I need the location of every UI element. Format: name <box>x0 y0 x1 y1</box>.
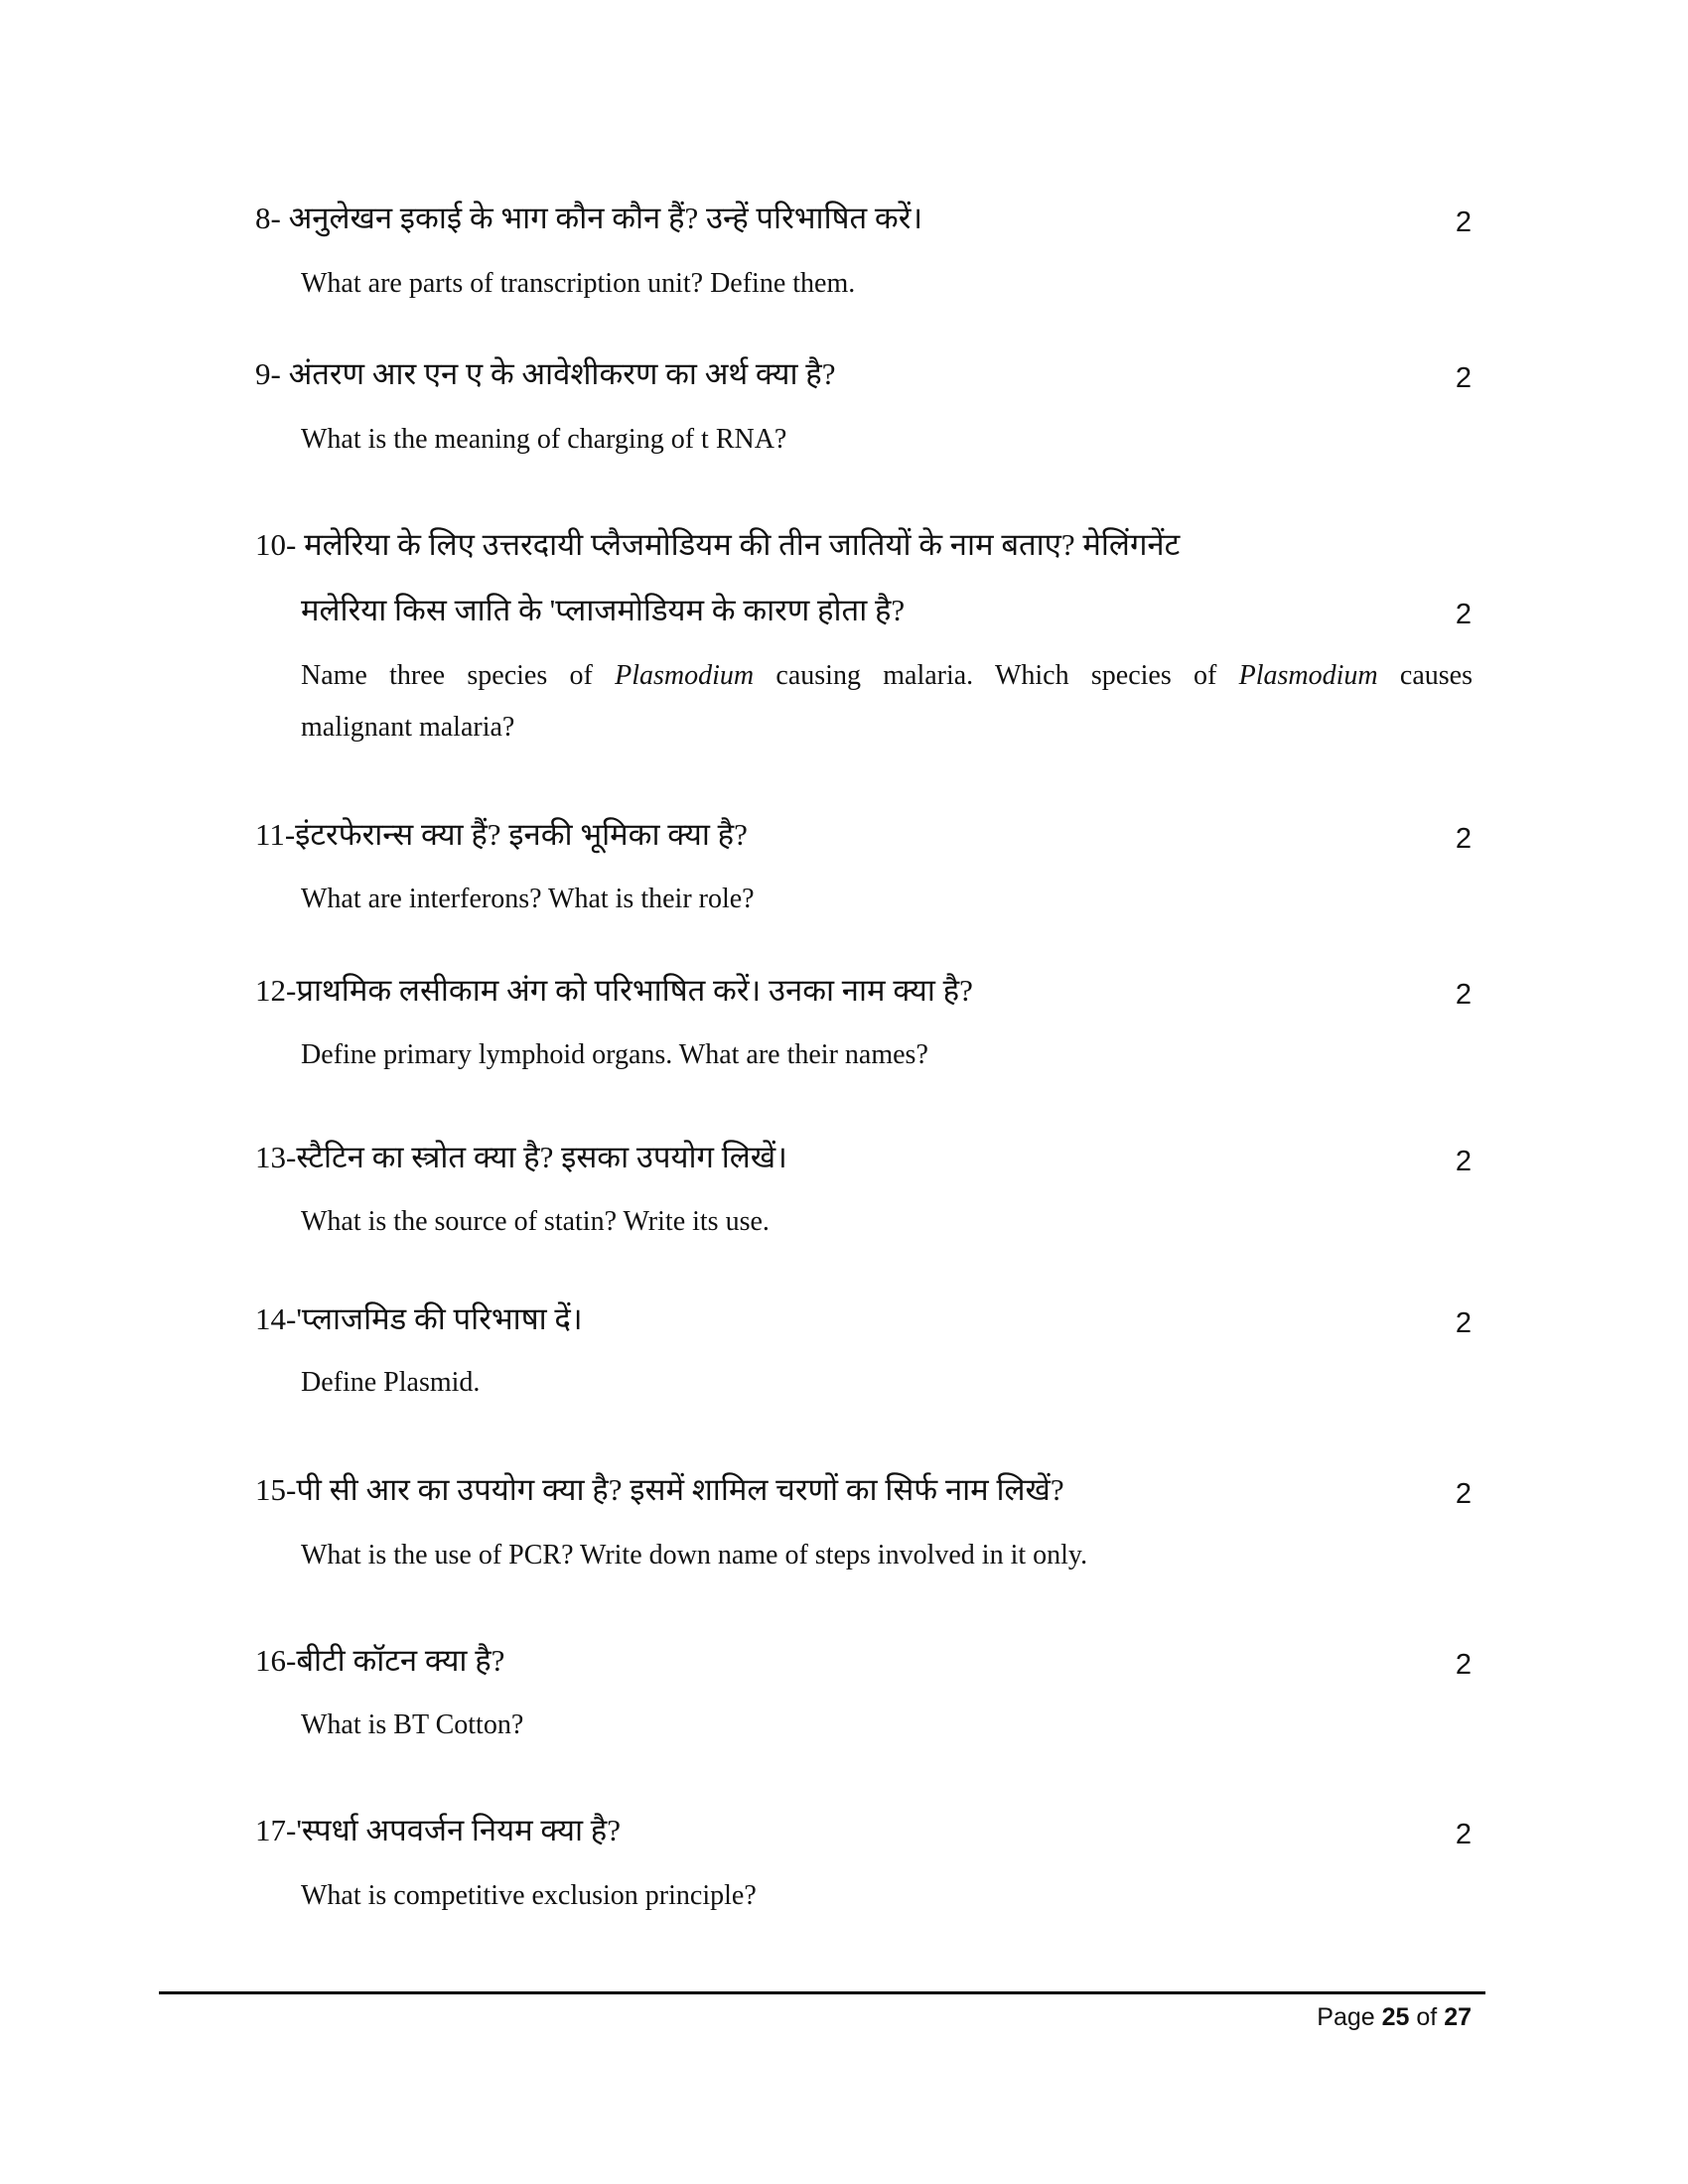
question-marks: 2 <box>1455 599 1472 630</box>
question-marks: 2 <box>1455 362 1472 394</box>
text: causing malaria. Which species of <box>754 660 1239 691</box>
question-marks: 2 <box>1455 823 1472 855</box>
question-marks: 2 <box>1455 1649 1472 1681</box>
question-marks: 2 <box>1455 1819 1472 1850</box>
question-marks: 2 <box>1455 1478 1472 1510</box>
question-english: Define primary lymphoid organs. What are their names? <box>301 1039 928 1070</box>
question-marks: 2 <box>1455 206 1472 238</box>
question-hindi: 17-'स्पर्धा अपवर्जन नियम क्या है? <box>255 1813 621 1847</box>
question-english: What is BT Cotton? <box>301 1709 524 1740</box>
question-english: What is competitive exclusion principle? <box>301 1880 757 1911</box>
question-hindi: 16-बीटी कॉटन क्या है? <box>255 1643 505 1678</box>
question-english-line2: malignant malaria? <box>301 712 515 743</box>
page-total: 27 <box>1444 2003 1472 2031</box>
question-english: What is the meaning of charging of t RNA? <box>301 424 787 455</box>
question-english-line1 <box>301 658 1473 694</box>
question-hindi: 9- अंतरण आर एन ए के आवेशीकरण का अर्थ क्या है? <box>255 356 836 391</box>
question-hindi: 11-इंटरफेरान्स क्या हैं? इनकी भूमिका क्या है? <box>255 817 748 852</box>
question-english: What is the source of statin? Write its use. <box>301 1206 770 1237</box>
page-number <box>1317 2003 1472 2032</box>
question-hindi: 14-'प्लाजमिड की परिभाषा दें। <box>255 1301 583 1336</box>
question-marks: 2 <box>1455 1307 1472 1339</box>
page-label: Page <box>1317 2003 1375 2031</box>
question-english: Define Plasmid. <box>301 1367 481 1398</box>
question-hindi: 12-प्राथमिक लसीकाम अंग को परिभाषित करें। उनका नाम क्या है? <box>255 973 973 1008</box>
species-name: Plasmodium <box>615 660 755 691</box>
question-hindi: 15-पी सी आर का उपयोग क्या है? इसमें शामिल चरणों का सिर्फ नाम लिखें? <box>255 1472 1064 1507</box>
question-hindi-line1: 10- मलेरिया के लिए उत्तरदायी प्लैजमोडियम की तीन जातियों के नाम बताए? मेलिंगनेंट <box>255 527 1181 562</box>
question-hindi: 13-स्टैटिन का स्त्रोत क्या है? इसका उपयोग लिखें। <box>255 1140 787 1174</box>
page-current: 25 <box>1381 2003 1410 2031</box>
question-marks: 2 <box>1455 979 1472 1011</box>
question-english: What are parts of transcription unit? Define them. <box>301 268 856 299</box>
footer-divider <box>159 1991 1485 1994</box>
text: causes <box>1377 660 1474 691</box>
question-english: What are interferons? What is their role? <box>301 884 755 914</box>
of-label: of <box>1416 2003 1438 2031</box>
question-hindi-line2: मलेरिया किस जाति के 'प्लाजमोडियम के कारण होता है? <box>301 593 906 627</box>
question-english: What is the use of PCR? Write down name of steps involved in it only. <box>301 1540 1088 1570</box>
question-hindi: 8- अनुलेखन इकाई के भाग कौन कौन हैं? उन्हें परिभाषित करें। <box>255 201 923 235</box>
question-marks: 2 <box>1455 1146 1472 1177</box>
species-name: Plasmodium <box>1238 660 1378 691</box>
text: Name three species of <box>301 660 616 691</box>
